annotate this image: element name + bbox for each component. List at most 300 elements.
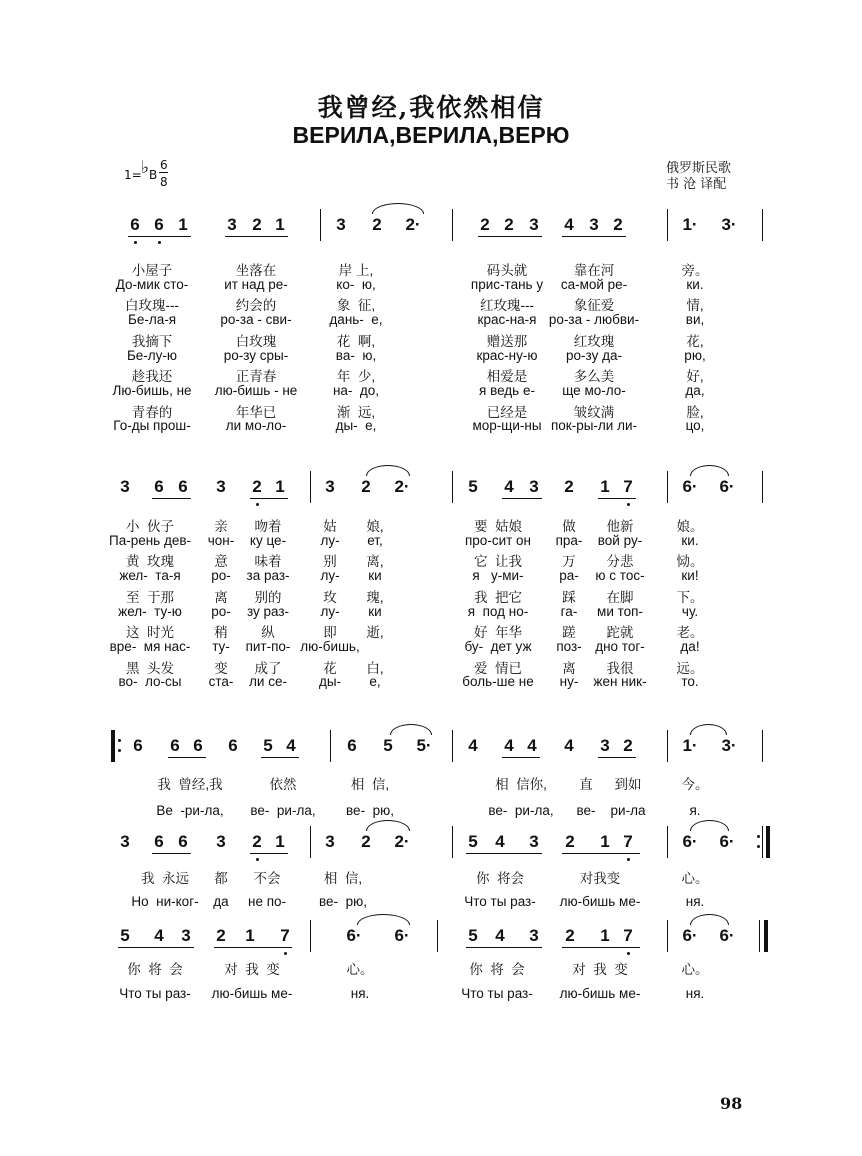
system-4-beam <box>562 853 640 854</box>
system-1-lyric: 赠送那 <box>486 333 528 349</box>
system-1-note: 3 <box>227 215 237 234</box>
system-1-lyric: 花, <box>686 333 704 349</box>
system-3-note: 6 <box>170 736 180 755</box>
system-2-note: 2· <box>394 477 410 496</box>
system-1-lyric: ды- е, <box>335 418 377 434</box>
system-3-beam <box>261 757 299 758</box>
system-1-lyric: 红玫瑰--- <box>480 298 534 314</box>
system-3-note: 6 <box>193 736 203 755</box>
system-1-lyric: ро-зу сры- <box>223 347 289 363</box>
system-3-lyric: ве- рю, <box>346 803 394 818</box>
system-3-note: 1· <box>682 736 698 755</box>
system-2-lyric: вой ру- <box>597 532 643 548</box>
system-4-note: 4 <box>495 832 505 851</box>
system-5-note: 5 <box>120 926 130 945</box>
system-1-lyric: ро-зу да- <box>566 347 622 363</box>
system-2-note: 2 <box>361 477 371 496</box>
system-5-note: 1 <box>245 926 255 945</box>
system-5-note: 2 <box>216 926 226 945</box>
system-2-lyric: лу- <box>320 568 340 584</box>
system-5-barline <box>310 920 311 952</box>
system-5-barline <box>759 920 760 952</box>
system-2-lyric: 玫 <box>323 589 337 605</box>
system-4-beam <box>250 853 288 854</box>
system-2-lyric: во- ло-сы <box>118 674 182 690</box>
system-2-note: 1 <box>600 477 610 496</box>
system-5-note: 3 <box>529 926 539 945</box>
system-2-lyric: 万 <box>562 554 576 570</box>
system-1-lyric: лю-бишь - не <box>214 382 298 398</box>
system-2-lyric: про-сит он <box>464 532 532 548</box>
system-3-note: 6 <box>228 736 238 755</box>
system-2-lyric: 我 把它 <box>473 589 523 605</box>
system-2-lyric: 黑 头发 <box>125 660 175 676</box>
system-5-octave-dot <box>284 952 287 955</box>
system-5-note: 6· <box>394 926 410 945</box>
system-4-lyric: 不会 <box>253 871 281 886</box>
system-3-note: 3 <box>600 736 610 755</box>
system-1-lyric: До-мик сто- <box>115 276 189 292</box>
system-2-lyric: 它 让我 <box>473 554 523 570</box>
system-1-lyric: 小屋子 <box>131 263 173 278</box>
system-1-note: 3 <box>336 215 346 234</box>
system-2-lyric: 白, <box>366 660 384 676</box>
system-4-lyric: 相 信, <box>323 871 363 886</box>
system-3-note: 5 <box>383 736 393 755</box>
system-4-note: 2 <box>361 832 371 851</box>
system-5-lyric: лю-бишь ме- <box>211 986 293 1001</box>
system-1-lyric: Лю-бишь, не <box>112 382 192 398</box>
system-2-lyric: 至 于那 <box>125 589 175 605</box>
system-4-lyric: лю-бишь ме- <box>559 894 641 909</box>
system-2-lyric: ет, <box>367 532 383 548</box>
system-1-beam <box>478 236 542 237</box>
system-2-lyric: жел- ту-ю <box>118 603 182 619</box>
system-1-lyric: Бе-ла-я <box>127 312 177 328</box>
system-2-lyric: 在脚 <box>606 589 634 605</box>
system-2-lyric: 娘。 <box>676 519 704 534</box>
system-2-lyric: да! <box>680 638 700 654</box>
system-2-lyric: ку це- <box>249 532 287 548</box>
system-3-note: 4 <box>564 736 574 755</box>
system-2-lyric: ды- <box>318 674 342 690</box>
system-1-note: 4 <box>564 215 574 234</box>
system-1-octave-dot <box>134 241 137 244</box>
system-5-lyric: 心。 <box>346 962 374 977</box>
system-1-note: 3 <box>529 215 539 234</box>
system-2-lyric: ну- <box>559 674 579 690</box>
system-2-lyric: 味着 <box>254 554 282 570</box>
system-2-beam <box>250 498 288 499</box>
system-2-lyric: 好 年华 <box>473 625 523 641</box>
system-1-note: 2 <box>372 215 382 234</box>
system-2-lyric: 亲 <box>214 519 228 534</box>
system-2-lyric: 蹉 <box>562 625 576 641</box>
system-2-lyric: 跎就 <box>606 625 634 641</box>
system-2-lyric: 远。 <box>676 660 704 676</box>
system-2-lyric: е, <box>369 674 381 690</box>
system-4-lyric: Но ни-ког- <box>131 894 199 909</box>
system-1-lyric: 已经是 <box>486 404 528 420</box>
system-5-octave-dot <box>627 952 630 955</box>
system-5-barline-thick <box>764 920 768 952</box>
system-3-lyric: 依然 <box>269 777 297 792</box>
system-1-lyric: мор-щи-ны <box>472 418 542 434</box>
system-2-note: 3 <box>529 477 539 496</box>
system-2-lyric: лу- <box>320 603 340 619</box>
system-5-lyric: Что ты раз- <box>119 986 191 1001</box>
system-1-beam <box>225 236 288 237</box>
system-1-lyric: крас-на-я <box>477 312 537 328</box>
system-2-lyric: ста- <box>208 674 234 690</box>
system-2-lyric: 离, <box>366 554 384 570</box>
system-1-lyric: 正青春 <box>235 369 277 385</box>
system-2-lyric: 黄 玫瑰 <box>125 554 175 570</box>
system-4-barline <box>762 826 763 858</box>
system-2-lyric: пра- <box>555 532 583 548</box>
system-1-lyric: 情, <box>686 298 704 314</box>
system-1-lyric: ли мо-ло- <box>225 418 287 434</box>
system-2-lyric: за раз- <box>246 568 290 584</box>
system-4-note: 6· <box>682 832 698 851</box>
system-5-note: 7 <box>623 926 633 945</box>
system-2-barline <box>667 471 668 503</box>
system-2-note: 3 <box>216 477 226 496</box>
song-title-russian: ВЕРИЛА,ВЕРИЛА,ВЕРЮ <box>292 122 570 148</box>
system-3-barline <box>330 730 331 762</box>
system-1-lyric: прис-тань у <box>470 276 544 292</box>
system-5-lyric: 对 我 变 <box>224 962 280 977</box>
system-1-lyric: 渐 远, <box>336 404 376 420</box>
system-3-lyric: ве- ри-ла, <box>250 803 316 818</box>
system-4-note: 5 <box>468 832 478 851</box>
system-3-beam <box>168 757 206 758</box>
system-2-lyric: жел- та-я <box>119 568 181 584</box>
system-1-barline <box>320 209 321 241</box>
system-1-note: 6 <box>130 215 140 234</box>
system-1-lyric: да, <box>685 382 705 398</box>
system-1-lyric: 多么美 <box>573 369 615 385</box>
system-1-octave-dot <box>158 241 161 244</box>
system-2-beam <box>152 498 191 499</box>
system-3-tie <box>390 724 432 735</box>
system-2-lyric: 姑 <box>323 519 337 534</box>
system-2-note: 4 <box>504 477 514 496</box>
system-2-lyric: ра- <box>559 568 579 584</box>
system-4-note: 1 <box>275 832 285 851</box>
system-2-beam <box>598 498 636 499</box>
system-2-lyric: 离 <box>562 660 576 676</box>
system-5-note: 2 <box>565 926 575 945</box>
system-5-lyric: 你 将 会 <box>127 962 183 977</box>
system-2-beam <box>502 498 542 499</box>
system-3-lyric: ве- <box>576 803 596 818</box>
system-2-note: 3 <box>120 477 130 496</box>
system-1-lyric: 年华已 <box>235 404 277 420</box>
system-5-note: 7 <box>280 926 290 945</box>
system-3-note: 5· <box>416 736 432 755</box>
system-3-repeat-dot <box>118 739 121 742</box>
system-4-note: 3 <box>529 832 539 851</box>
system-1-lyric: ит над ре- <box>224 276 288 292</box>
system-1-beam <box>128 236 191 237</box>
system-4-lyric: Что ты раз- <box>464 894 536 909</box>
song-title-chinese: 我曾经,我依然相信 <box>317 93 545 122</box>
system-1-note: 2 <box>252 215 262 234</box>
system-4-note: 2 <box>565 832 575 851</box>
system-1-tie <box>372 203 424 214</box>
system-2-barline <box>762 471 763 503</box>
system-4-repeat-dot <box>757 845 760 848</box>
system-3-lyric: ве- ри-ла, <box>488 803 554 818</box>
system-5-note: 4 <box>154 926 164 945</box>
system-2-lyric: чу. <box>681 603 699 619</box>
system-2-lyric: 吻着 <box>254 519 282 534</box>
system-2-lyric: ю с тос- <box>595 568 645 584</box>
system-4-repeat-dot <box>757 835 760 838</box>
system-3-lyric: 相 信你, <box>495 777 547 792</box>
system-4-note: 6· <box>719 832 735 851</box>
system-1-lyric: 白玫瑰--- <box>125 298 179 314</box>
system-1-lyric: ва- ю, <box>335 347 377 363</box>
system-2-note: 7 <box>623 477 633 496</box>
system-1-note: 2· <box>405 215 421 234</box>
system-3-barline <box>667 730 668 762</box>
system-4-note: 3 <box>216 832 226 851</box>
system-1-lyric: 象 征, <box>336 298 376 314</box>
system-3-lyric: 相 信, <box>350 777 390 792</box>
system-2-lyric: 娘, <box>366 519 384 534</box>
key-prefix: 1= <box>124 168 142 182</box>
system-2-note: 3 <box>325 477 335 496</box>
system-1-lyric: пок-ры-ли ли- <box>550 418 638 434</box>
system-2-lyric: 踩 <box>562 589 576 605</box>
system-2-lyric: ми топ- <box>597 603 643 619</box>
system-4-lyric: 对我变 <box>579 871 621 886</box>
system-2-lyric: 老。 <box>676 625 704 641</box>
system-2-barline <box>452 471 453 503</box>
system-5-note: 3 <box>181 926 191 945</box>
system-4-note: 2· <box>394 832 410 851</box>
system-5-note: 6· <box>346 926 362 945</box>
system-2-lyric: ли се- <box>249 674 287 690</box>
system-5-note: 4 <box>495 926 505 945</box>
system-2-lyric: ки <box>368 568 382 584</box>
system-3-note: 6 <box>347 736 357 755</box>
system-2-note: 5 <box>468 477 478 496</box>
system-1-lyric: ки. <box>686 276 704 292</box>
system-4-barline <box>310 826 311 858</box>
system-2-note: 6 <box>178 477 188 496</box>
system-4-lyric: 都 <box>214 871 228 886</box>
system-4-barline <box>452 826 453 858</box>
system-1-note: 1· <box>682 215 698 234</box>
system-1-lyric: я ведь е- <box>479 382 535 398</box>
system-2-lyric: 他新 <box>606 519 634 534</box>
system-1-lyric: 靠在河 <box>573 263 615 278</box>
system-2-lyric: поз- <box>556 638 582 654</box>
system-2-lyric: ки <box>368 603 382 619</box>
system-2-lyric: 变 <box>214 660 228 676</box>
system-2-lyric: бу- дет уж <box>464 638 532 654</box>
system-3-barline-thick <box>111 730 115 762</box>
system-1-lyric: ще мо-ло- <box>562 382 626 398</box>
system-1-lyric: 花 啊, <box>336 333 376 349</box>
system-3-lyric: 我 曾经,我 <box>157 777 223 792</box>
system-3-note: 4 <box>527 736 537 755</box>
system-1-lyric: 象征爱 <box>573 298 615 314</box>
system-1-lyric: рю, <box>684 347 706 363</box>
system-4-lyric: ве- рю, <box>319 894 367 909</box>
system-2-lyric: ро- <box>211 568 231 584</box>
system-1-lyric: Го-ды прош- <box>113 418 191 434</box>
system-2-lyric: лю-бишь, <box>300 638 360 654</box>
system-5-lyric: лю-бишь ме- <box>559 986 641 1001</box>
system-2-lyric: 即 <box>323 625 337 641</box>
system-2-lyric: ту- <box>212 638 230 654</box>
system-1-note: 1 <box>275 215 285 234</box>
system-1-lyric: 我摘下 <box>131 333 173 349</box>
system-2-lyric: зу раз- <box>246 603 290 619</box>
system-2-lyric: я под но- <box>467 603 529 619</box>
system-2-lyric: 稍 <box>214 625 228 641</box>
system-2-lyric: 下。 <box>676 589 704 605</box>
system-2-tie <box>690 465 729 476</box>
system-4-note: 3 <box>120 832 130 851</box>
system-2-lyric: 爱 情已 <box>473 660 523 676</box>
system-1-lyric: ро-за - сви- <box>220 312 292 328</box>
system-5-lyric: 心。 <box>681 962 709 977</box>
system-1-lyric: 岸 上, <box>338 263 374 278</box>
system-5-beam <box>214 947 292 948</box>
system-1-note: 6 <box>154 215 164 234</box>
system-1-barline <box>667 209 668 241</box>
system-3-barline <box>452 730 453 762</box>
system-3-lyric: я. <box>689 803 701 818</box>
system-3-lyric: 直 <box>579 777 593 792</box>
system-5-lyric: ня. <box>350 986 370 1001</box>
system-2-note: 6· <box>719 477 735 496</box>
system-5-lyric: 对 我 变 <box>572 962 628 977</box>
system-2-lyric: чон- <box>207 532 235 548</box>
system-5-barline <box>667 920 668 952</box>
system-5-tie <box>357 914 410 925</box>
system-5-note: 1 <box>600 926 610 945</box>
system-2-lyric: Па-рень дев- <box>108 532 192 548</box>
system-5-beam <box>466 947 542 948</box>
system-1-barline <box>762 209 763 241</box>
system-2-lyric: вре- мя нас- <box>109 638 191 654</box>
system-2-lyric: я у-ми- <box>472 568 524 584</box>
system-1-lyric: ко- ю, <box>336 276 376 292</box>
system-1-lyric: 旁。 <box>681 263 709 278</box>
system-2-lyric: 纵 <box>261 625 275 641</box>
system-1-note: 1 <box>178 215 188 234</box>
system-2-lyric: 我很 <box>606 660 634 676</box>
system-4-note: 1 <box>600 832 610 851</box>
system-4-lyric: 你 将会 <box>475 871 525 886</box>
system-2-lyric: 做 <box>562 519 576 534</box>
system-2-barline <box>310 471 311 503</box>
time-numerator: 6 <box>160 158 168 172</box>
system-3-note: 5 <box>263 736 273 755</box>
system-1-note: 3 <box>589 215 599 234</box>
system-3-lyric: ри-ла <box>610 803 646 818</box>
system-4-barline-thick <box>766 826 770 858</box>
key-note: B <box>149 168 158 182</box>
system-2-lyric: ки. <box>681 532 699 548</box>
system-1-lyric: цо, <box>685 418 705 434</box>
system-5-barline <box>437 920 438 952</box>
system-1-lyric: 好, <box>686 369 704 385</box>
system-5-note: 5 <box>468 926 478 945</box>
system-1-lyric: 脸, <box>686 404 704 420</box>
flat-icon: ♭ <box>141 158 150 178</box>
page-number: 98 <box>720 1094 743 1113</box>
system-2-note: 6 <box>154 477 164 496</box>
system-2-lyric: боль-ше не <box>462 674 534 690</box>
system-2-lyric: пит-по- <box>245 638 291 654</box>
system-1-lyric: 红玫瑰 <box>573 333 615 349</box>
system-3-lyric: 今。 <box>681 777 709 792</box>
system-4-note: 2 <box>252 832 262 851</box>
system-3-note: 4 <box>468 736 478 755</box>
system-5-beam <box>562 947 640 948</box>
system-3-note: 3· <box>721 736 737 755</box>
system-3-beam <box>598 757 636 758</box>
translator-credit: 书 沧 译配 <box>666 177 727 192</box>
system-3-lyric: Ве -ри-ла, <box>156 803 224 818</box>
system-4-lyric: да <box>213 894 229 909</box>
system-4-tie <box>690 820 729 831</box>
system-2-lyric: жен ник- <box>593 674 647 690</box>
system-2-octave-dot <box>256 503 259 506</box>
system-2-lyric: 成了 <box>254 660 282 676</box>
system-1-note: 3· <box>721 215 737 234</box>
system-3-beam <box>502 757 540 758</box>
system-1-barline <box>452 209 453 241</box>
system-2-note: 6· <box>682 477 698 496</box>
system-1-lyric: 码头就 <box>486 263 528 278</box>
system-2-lyric: лу- <box>320 532 340 548</box>
system-3-tie <box>690 724 727 735</box>
system-4-beam <box>152 853 191 854</box>
system-2-tie <box>366 465 410 476</box>
system-3-note: 4 <box>286 736 296 755</box>
system-2-lyric: 要 姑娘 <box>473 519 523 534</box>
system-1-lyric: Бе-лу-ю <box>126 347 178 363</box>
system-2-lyric: 花 <box>323 660 337 676</box>
system-5-lyric: ня. <box>685 986 705 1001</box>
system-1-lyric: 白玫瑰 <box>235 333 277 349</box>
system-2-lyric: то. <box>681 674 699 690</box>
system-1-note: 2 <box>480 215 490 234</box>
system-4-octave-dot <box>256 858 259 861</box>
system-4-tie <box>366 820 410 831</box>
system-1-lyric: крас-ну-ю <box>476 347 538 363</box>
system-1-lyric: 年 少, <box>336 369 376 385</box>
system-5-tie <box>690 914 729 925</box>
system-2-note: 2 <box>252 477 262 496</box>
system-2-lyric: 别 <box>323 554 337 570</box>
system-4-lyric: 心。 <box>681 871 709 886</box>
system-2-lyric: 别的 <box>254 589 282 605</box>
system-2-note: 1 <box>275 477 285 496</box>
system-2-lyric: 意 <box>214 554 228 570</box>
system-1-note: 2 <box>613 215 623 234</box>
origin-credit: 俄罗斯民歌 <box>666 161 732 176</box>
system-1-lyric: са-мой ре- <box>560 276 628 292</box>
